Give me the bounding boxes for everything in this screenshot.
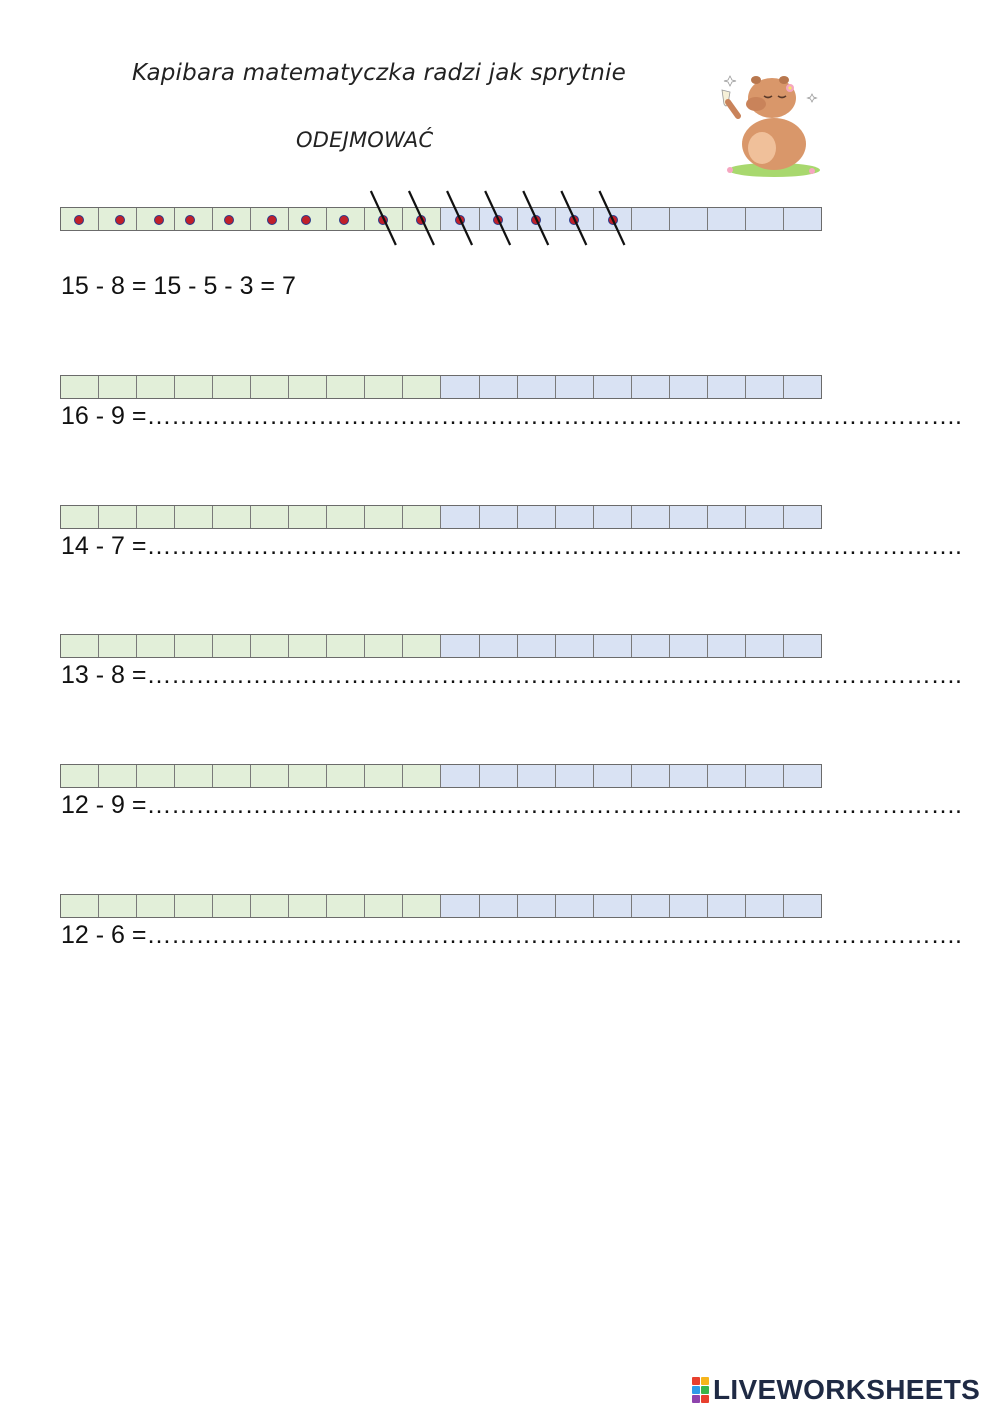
- strip-cell: [441, 506, 479, 528]
- strip-cell: [213, 208, 251, 230]
- strip-cell: [327, 635, 365, 657]
- exercise-prompt: 12 - 6 =: [61, 921, 147, 949]
- liveworksheets-logo-icon: [692, 1377, 709, 1403]
- strip-cell: [327, 765, 365, 787]
- strip-cell: [213, 506, 251, 528]
- strip-cell: [518, 506, 556, 528]
- strip-cell: [403, 208, 441, 230]
- strip-cell: [61, 635, 99, 657]
- exercise-strip-2: [60, 505, 822, 529]
- counting-dot: [378, 215, 388, 225]
- strip-cell: [441, 376, 479, 398]
- example-equation: 15 - 8 = 15 - 5 - 3 = 7: [61, 272, 296, 300]
- strip-cell: [61, 895, 99, 917]
- counting-dot: [493, 215, 503, 225]
- strip-cell: [365, 506, 403, 528]
- answer-line[interactable]: ……………………………………………………………………………………….: [146, 532, 962, 560]
- strip-cell: [327, 208, 365, 230]
- strip-cell: [632, 635, 670, 657]
- strip-cell: [327, 895, 365, 917]
- strip-cell: [213, 895, 251, 917]
- strip-cell: [137, 208, 175, 230]
- strip-cell: [556, 376, 594, 398]
- exercise-strip-1: [60, 375, 822, 399]
- exercise-prompt: 13 - 8 =: [61, 661, 147, 689]
- counting-dot: [74, 215, 84, 225]
- strip-cell: [708, 506, 746, 528]
- strip-cell: [137, 376, 175, 398]
- counting-dot: [154, 215, 164, 225]
- strip-cell: [594, 635, 632, 657]
- strip-cell: [746, 635, 784, 657]
- capybara-illustration: [712, 58, 830, 180]
- strip-cell: [175, 635, 213, 657]
- counting-dot: [267, 215, 277, 225]
- counting-dot: [531, 215, 541, 225]
- strip-cell: [708, 635, 746, 657]
- exercise-equation-1: [61, 402, 961, 431]
- liveworksheets-logo: [692, 1374, 980, 1406]
- worksheet-title: Kapibara matematyczka radzi jak sprytnie: [132, 60, 626, 86]
- strip-cell: [289, 635, 327, 657]
- strip-cell: [213, 376, 251, 398]
- exercise-equation-3: [61, 661, 961, 690]
- strip-cell: [594, 376, 632, 398]
- strip-cell: [365, 765, 403, 787]
- strip-cell: [784, 895, 821, 917]
- strip-cell: [784, 765, 821, 787]
- strip-cell: [746, 895, 784, 917]
- strip-cell: [632, 506, 670, 528]
- counting-dot: [608, 215, 618, 225]
- strip-cell: [594, 765, 632, 787]
- strip-cell: [556, 765, 594, 787]
- strip-cell: [441, 765, 479, 787]
- exercise-equation-2: [61, 532, 961, 561]
- strip-cell: [137, 635, 175, 657]
- strip-cell: [137, 895, 175, 917]
- strip-cell: [594, 208, 632, 230]
- exercise-strip-5: [60, 894, 822, 918]
- strip-cell: [365, 376, 403, 398]
- strip-cell: [61, 506, 99, 528]
- strip-cell: [251, 506, 289, 528]
- exercise-prompt: 14 - 7 =: [61, 532, 147, 560]
- strip-cell: [61, 376, 99, 398]
- strip-cell: [670, 208, 708, 230]
- strip-cell: [175, 208, 213, 230]
- counting-dot: [416, 215, 426, 225]
- exercise-prompt: 16 - 9 =: [61, 402, 147, 430]
- exercise-strip-4: [60, 764, 822, 788]
- strip-cell: [99, 635, 137, 657]
- strip-cell: [670, 635, 708, 657]
- strip-cell: [784, 506, 821, 528]
- strip-cell: [137, 765, 175, 787]
- strip-cell: [708, 765, 746, 787]
- strip-cell: [480, 376, 518, 398]
- exercise-equation-5: [61, 921, 961, 950]
- strip-cell: [632, 765, 670, 787]
- strip-cell: [99, 208, 137, 230]
- strip-cell: [632, 376, 670, 398]
- strip-cell: [289, 208, 327, 230]
- strip-cell: [403, 506, 441, 528]
- crossed-out-marks: [0, 0, 1000, 300]
- strip-cell: [480, 765, 518, 787]
- counting-dot: [301, 215, 311, 225]
- strip-cell: [289, 895, 327, 917]
- strip-cell: [518, 635, 556, 657]
- strip-cell: [251, 765, 289, 787]
- strip-cell: [251, 635, 289, 657]
- strip-cell: [708, 208, 746, 230]
- liveworksheets-logo-text: LIVEWORKSHEETS: [713, 1374, 981, 1405]
- strip-cell: [594, 506, 632, 528]
- strip-cell: [708, 376, 746, 398]
- strip-cell: [175, 506, 213, 528]
- strip-cell: [213, 765, 251, 787]
- strip-cell: [670, 506, 708, 528]
- strip-cell: [99, 376, 137, 398]
- counting-dot: [455, 215, 465, 225]
- counting-dot: [185, 215, 195, 225]
- answer-line[interactable]: ……………………………………………………………………………………….: [146, 921, 962, 949]
- strip-cell: [518, 895, 556, 917]
- strip-cell: [746, 506, 784, 528]
- strip-cell: [670, 765, 708, 787]
- strip-cell: [289, 765, 327, 787]
- strip-cell: [403, 765, 441, 787]
- strip-cell: [746, 765, 784, 787]
- counting-dot: [339, 215, 349, 225]
- example-ten-frame-strip: [60, 207, 822, 231]
- strip-cell: [251, 208, 289, 230]
- strip-cell: [441, 208, 479, 230]
- strip-cell: [327, 506, 365, 528]
- strip-cell: [365, 635, 403, 657]
- strip-cell: [61, 765, 99, 787]
- strip-cell: [403, 376, 441, 398]
- strip-cell: [99, 506, 137, 528]
- strip-cell: [289, 376, 327, 398]
- strip-cell: [441, 895, 479, 917]
- strip-cell: [99, 765, 137, 787]
- strip-cell: [746, 376, 784, 398]
- answer-line[interactable]: ……………………………………………………………………………………….: [146, 402, 962, 430]
- answer-line[interactable]: ……………………………………………………………………………………….: [146, 661, 962, 689]
- strip-cell: [518, 208, 556, 230]
- strip-cell: [251, 895, 289, 917]
- counting-dot: [569, 215, 579, 225]
- strip-cell: [708, 895, 746, 917]
- strip-cell: [480, 635, 518, 657]
- strip-cell: [403, 635, 441, 657]
- exercise-equation-4: [61, 791, 961, 820]
- strip-cell: [251, 376, 289, 398]
- strip-cell: [480, 506, 518, 528]
- strip-cell: [61, 208, 99, 230]
- counting-dot: [115, 215, 125, 225]
- strip-cell: [670, 376, 708, 398]
- strip-cell: [365, 208, 403, 230]
- strip-cell: [556, 895, 594, 917]
- strip-cell: [480, 895, 518, 917]
- strip-cell: [480, 208, 518, 230]
- strip-cell: [403, 895, 441, 917]
- strip-cell: [518, 376, 556, 398]
- strip-cell: [670, 895, 708, 917]
- strip-cell: [556, 208, 594, 230]
- strip-cell: [594, 895, 632, 917]
- exercise-prompt: 12 - 9 =: [61, 791, 147, 819]
- exercise-strip-3: [60, 634, 822, 658]
- strip-cell: [556, 635, 594, 657]
- strip-cell: [327, 376, 365, 398]
- strip-cell: [784, 376, 821, 398]
- strip-cell: [632, 208, 670, 230]
- counting-dot: [224, 215, 234, 225]
- strip-cell: [784, 208, 821, 230]
- strip-cell: [175, 895, 213, 917]
- strip-cell: [175, 376, 213, 398]
- strip-cell: [99, 895, 137, 917]
- strip-cell: [746, 208, 784, 230]
- strip-cell: [518, 765, 556, 787]
- strip-cell: [175, 765, 213, 787]
- strip-cell: [289, 506, 327, 528]
- strip-cell: [137, 506, 175, 528]
- strip-cell: [365, 895, 403, 917]
- answer-line[interactable]: ……………………………………………………………………………………….: [146, 791, 962, 819]
- strip-cell: [213, 635, 251, 657]
- strip-cell: [441, 635, 479, 657]
- strip-cell: [556, 506, 594, 528]
- strip-cell: [632, 895, 670, 917]
- worksheet-subtitle: ODEJMOWAĆ: [296, 128, 434, 152]
- strip-cell: [784, 635, 821, 657]
